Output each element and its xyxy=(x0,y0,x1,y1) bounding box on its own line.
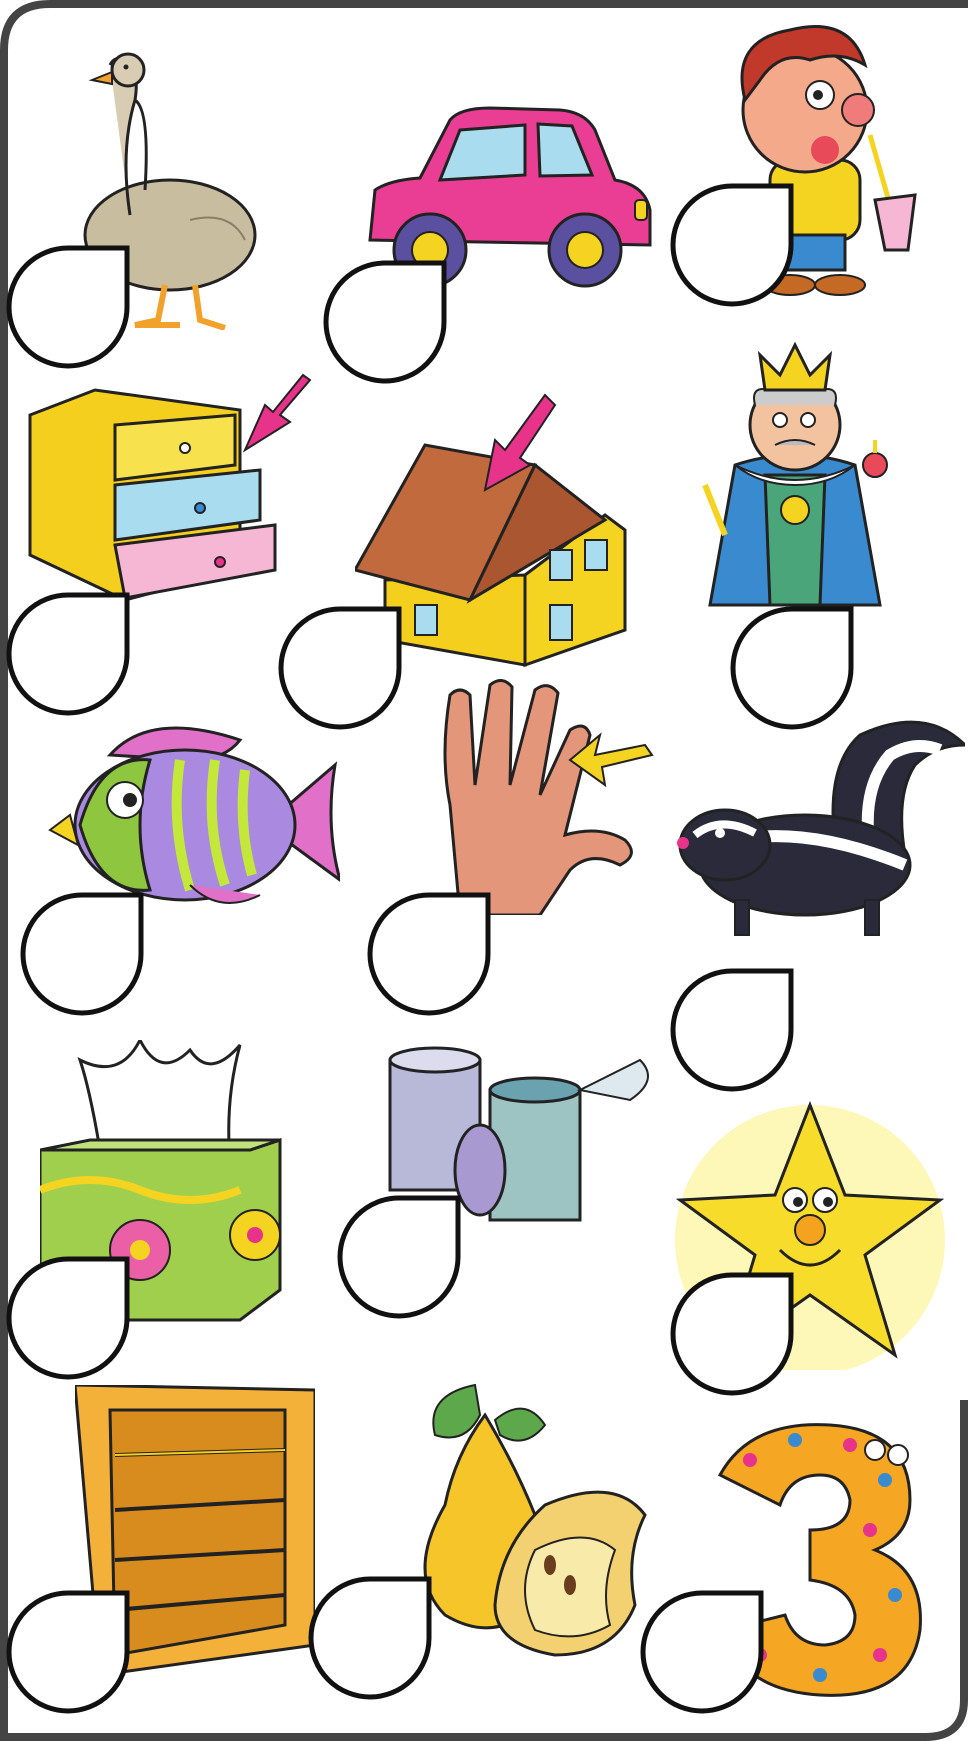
item-skunk xyxy=(675,715,965,985)
item-king xyxy=(680,335,910,625)
king-icon xyxy=(680,335,910,625)
answer-drop-tissues[interactable] xyxy=(6,1256,130,1380)
answer-drop-skunk[interactable] xyxy=(670,968,794,1092)
answer-drop-drawer[interactable] xyxy=(6,592,130,716)
answer-drop-fish[interactable] xyxy=(20,892,144,1016)
item-drawer xyxy=(25,370,315,610)
hand-finger-icon xyxy=(430,675,690,915)
answer-drop-shelf[interactable] xyxy=(6,1590,130,1714)
answer-drop-boy-drinking[interactable] xyxy=(670,183,794,307)
answer-drop-roof[interactable] xyxy=(278,606,402,730)
answer-drop-star[interactable] xyxy=(670,1272,794,1396)
drawer-icon xyxy=(25,370,315,610)
answer-drop-finger[interactable] xyxy=(367,892,491,1016)
answer-drop-goose[interactable] xyxy=(6,245,130,369)
answer-drop-three[interactable] xyxy=(640,1590,764,1714)
answer-drop-pear[interactable] xyxy=(308,1576,432,1700)
item-finger xyxy=(430,675,690,915)
answer-drop-king[interactable] xyxy=(730,606,854,730)
skunk-icon xyxy=(675,715,965,985)
answer-drop-tins[interactable] xyxy=(337,1195,461,1319)
answer-drop-car[interactable] xyxy=(323,260,447,384)
